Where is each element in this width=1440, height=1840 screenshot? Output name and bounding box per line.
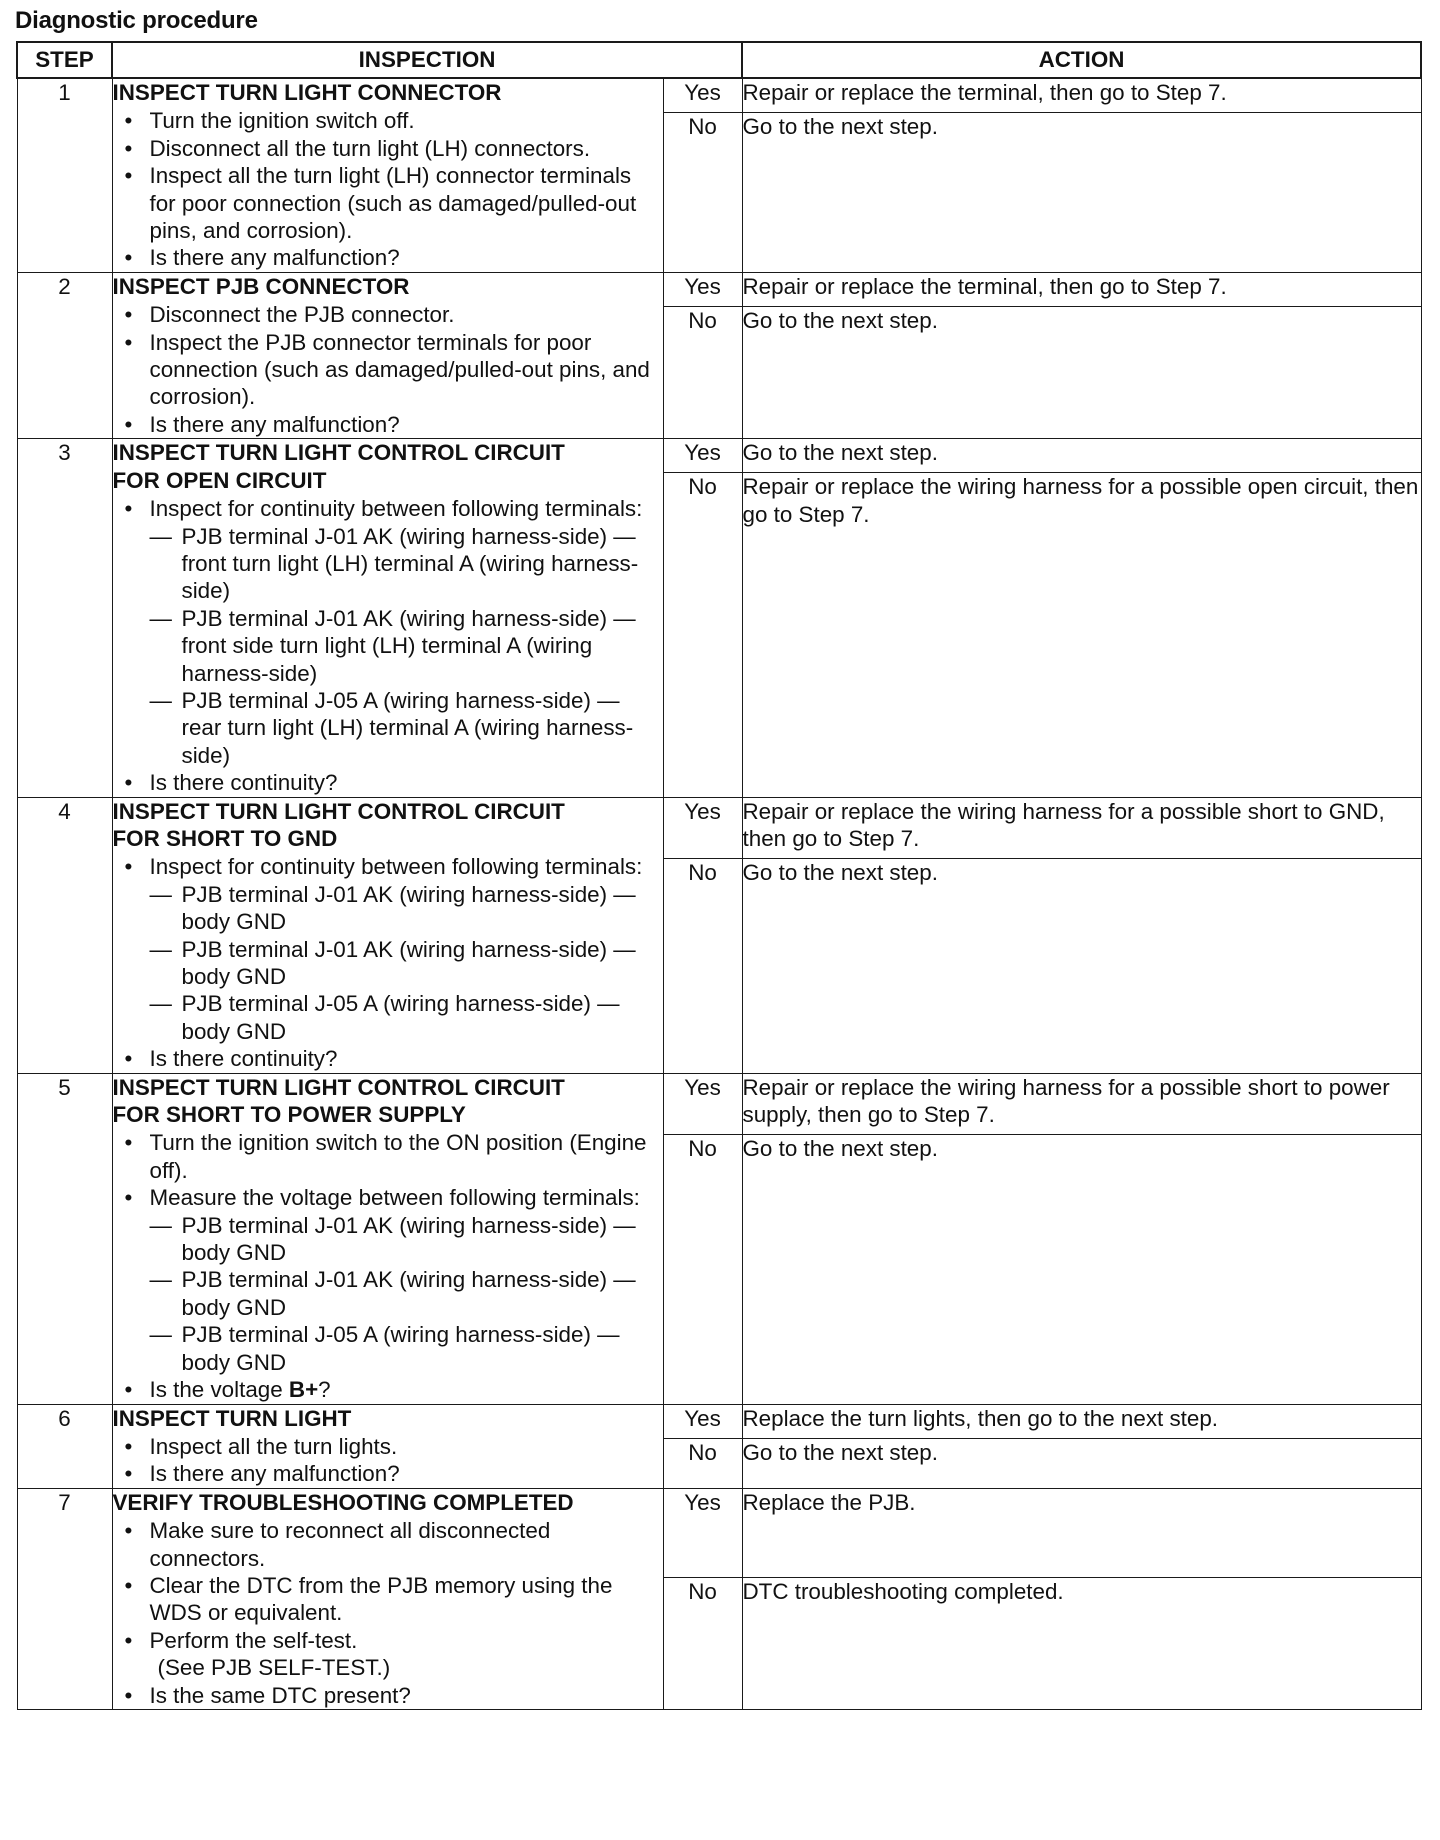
- no-label: No: [663, 858, 742, 1073]
- step-number: 3: [17, 439, 112, 797]
- yes-label: Yes: [663, 797, 742, 858]
- yes-label: Yes: [663, 1488, 742, 1577]
- step-4-yes-row: [17, 797, 1421, 858]
- yes-label: Yes: [663, 439, 742, 473]
- step-title-line: INSPECT TURN LIGHT CONTROL CIRCUIT: [112, 798, 565, 824]
- bullet-item: • Turn the ignition switch to the ON position (Engine off).: [113, 1129, 663, 1184]
- no-action: Go to the next step.: [742, 306, 1421, 438]
- diagnostic-table: [16, 41, 1422, 1710]
- step-number: 4: [17, 797, 112, 1073]
- step-title: INSPECT PJB CONNECTOR: [112, 273, 410, 299]
- bullet-text: Is the voltage: [149, 1377, 289, 1403]
- sub-item: — PJB terminal J-01 AK (wiring harness-side) — front turn light (LH) terminal A (wiring harness-side): [150, 523, 663, 605]
- yes-label: Yes: [663, 78, 742, 112]
- no-label: No: [663, 1134, 742, 1404]
- yes-label: Yes: [663, 1404, 742, 1438]
- step-2-yes-row: [17, 272, 1421, 306]
- bullet-item: • Disconnect the PJB connector.: [113, 301, 663, 328]
- yes-action: Repair or replace the terminal, then go to Step 7.: [742, 78, 1421, 112]
- sub-item: — PJB terminal J-01 AK (wiring harness-side) — body GND: [150, 1212, 663, 1267]
- step-1-yes-row: [17, 78, 1421, 112]
- sub-item: — PJB terminal J-01 AK (wiring harness-side) — body GND: [150, 1266, 663, 1321]
- step-title: INSPECT TURN LIGHT CONNECTOR: [112, 80, 502, 105]
- step-inspection: [112, 1488, 663, 1709]
- step-title: VERIFY TROUBLESHOOTING COMPLETED: [112, 1489, 574, 1515]
- step-number: 6: [17, 1404, 112, 1488]
- no-action: DTC troubleshooting completed.: [742, 1577, 1421, 1709]
- step-inspection: [112, 439, 663, 797]
- sub-item: — PJB terminal J-01 AK (wiring harness-side) — body GND: [150, 936, 663, 991]
- sub-item: — PJB terminal J-05 A (wiring harness-side) — rear turn light (LH) terminal A (wiring harness-side): [150, 687, 663, 769]
- bullet-item: • Is there any malfunction?: [113, 411, 663, 438]
- bullet-item: • Inspect all the turn light (LH) connector terminals for poor connection (such as damaged/pulled-out pins, and corrosion).: [113, 162, 663, 244]
- bullet-item: • Is there continuity?: [113, 1045, 663, 1072]
- no-action: Go to the next step.: [742, 112, 1421, 272]
- step-title-line: FOR OPEN CIRCUIT: [112, 467, 327, 493]
- bullet-item: [113, 1184, 663, 1376]
- bullet-item: • Make sure to reconnect all disconnected connectors.: [113, 1517, 663, 1572]
- yes-action: Go to the next step.: [742, 439, 1421, 473]
- step-number: 2: [17, 272, 112, 438]
- voltage-value: B+: [288, 1377, 319, 1403]
- bullet-text: ?: [318, 1377, 331, 1403]
- bullet-item: • Inspect all the turn lights.: [113, 1433, 663, 1460]
- sub-item: — PJB terminal J-05 A (wiring harness-side) — body GND: [150, 990, 663, 1045]
- step-inspection: [112, 1404, 663, 1488]
- step-6-yes-row: [17, 1404, 1421, 1438]
- step-title: INSPECT TURN LIGHT: [112, 1405, 352, 1431]
- bullet-text: Measure the voltage between following terminals:: [149, 1185, 640, 1211]
- step-7-yes-row: [17, 1488, 1421, 1577]
- no-label: No: [663, 306, 742, 438]
- bullet-item: [113, 1376, 663, 1403]
- yes-action: Repair or replace the wiring harness for a possible short to GND, then go to Step 7.: [742, 797, 1421, 858]
- yes-action: Repair or replace the terminal, then go to Step 7.: [742, 272, 1421, 306]
- sub-item: — PJB terminal J-01 AK (wiring harness-side) — front side turn light (LH) terminal A (wiring harness-side): [150, 605, 663, 687]
- bullet-item: • Disconnect all the turn light (LH) connectors.: [113, 135, 663, 162]
- bullet-item: • Is there any malfunction?: [113, 244, 663, 271]
- yes-label: Yes: [663, 1073, 742, 1134]
- bullet-item: • Inspect the PJB connector terminals for poor connection (such as damaged/pulled-out pins, and corrosion).: [113, 329, 663, 411]
- yes-action: Repair or replace the wiring harness for a possible short to power supply, then go to Step 7.: [742, 1073, 1421, 1134]
- bullet-item: • Turn the ignition switch off.: [113, 107, 663, 134]
- step-5-yes-row: [17, 1073, 1421, 1134]
- no-label: No: [663, 473, 742, 797]
- bullet-text: Inspect for continuity between following terminals:: [149, 496, 643, 522]
- yes-action: Replace the PJB.: [742, 1488, 1421, 1577]
- bullet-item: [113, 495, 663, 769]
- bullet-item: • Is there continuity?: [113, 769, 663, 796]
- step-title-line: FOR SHORT TO GND: [112, 825, 338, 851]
- sub-item: — PJB terminal J-05 A (wiring harness-side) — body GND: [150, 1321, 663, 1376]
- sub-item: — PJB terminal J-01 AK (wiring harness-side) — body GND: [150, 881, 663, 936]
- no-action: Go to the next step.: [742, 1134, 1421, 1404]
- yes-label: Yes: [663, 272, 742, 306]
- bullet-item: • Is the same DTC present?: [113, 1682, 663, 1709]
- page-title: Diagnostic procedure: [15, 7, 258, 34]
- bullet-item: [113, 853, 663, 1045]
- header-step: STEP: [17, 42, 112, 78]
- no-label: No: [663, 112, 742, 272]
- step-inspection: [112, 797, 663, 1073]
- bullet-item: • Clear the DTC from the PJB memory using the WDS or equivalent.: [113, 1572, 663, 1627]
- bullet-note: (See PJB SELF-TEST.): [157, 1655, 391, 1681]
- no-action: Repair or replace the wiring harness for a possible open circuit, then go to Step 7.: [742, 473, 1421, 797]
- no-label: No: [663, 1438, 742, 1488]
- header-action: ACTION: [742, 42, 1421, 78]
- bullet-text: Perform the self-test.: [149, 1627, 358, 1653]
- step-number: 7: [17, 1488, 112, 1709]
- step-title-line: INSPECT TURN LIGHT CONTROL CIRCUIT: [112, 1074, 565, 1100]
- bullet-item: [113, 1627, 663, 1682]
- no-label: No: [663, 1577, 742, 1709]
- yes-action: Replace the turn lights, then go to the next step.: [742, 1404, 1421, 1438]
- step-number: 5: [17, 1073, 112, 1404]
- step-title-line: FOR SHORT TO POWER SUPPLY: [112, 1102, 466, 1128]
- step-number: 1: [17, 78, 112, 272]
- no-action: Go to the next step.: [742, 1438, 1421, 1488]
- step-title-line: INSPECT TURN LIGHT CONTROL CIRCUIT: [112, 440, 565, 466]
- header-inspection: INSPECTION: [112, 42, 742, 78]
- bullet-item: • Is there any malfunction?: [113, 1460, 663, 1487]
- step-3-yes-row: [17, 439, 1421, 473]
- bullet-text: Inspect for continuity between following terminals:: [149, 854, 643, 880]
- step-inspection: [112, 1073, 663, 1404]
- header-row: [17, 42, 1421, 78]
- step-inspection: [112, 78, 663, 272]
- no-action: Go to the next step.: [742, 858, 1421, 1073]
- step-inspection: [112, 272, 663, 438]
